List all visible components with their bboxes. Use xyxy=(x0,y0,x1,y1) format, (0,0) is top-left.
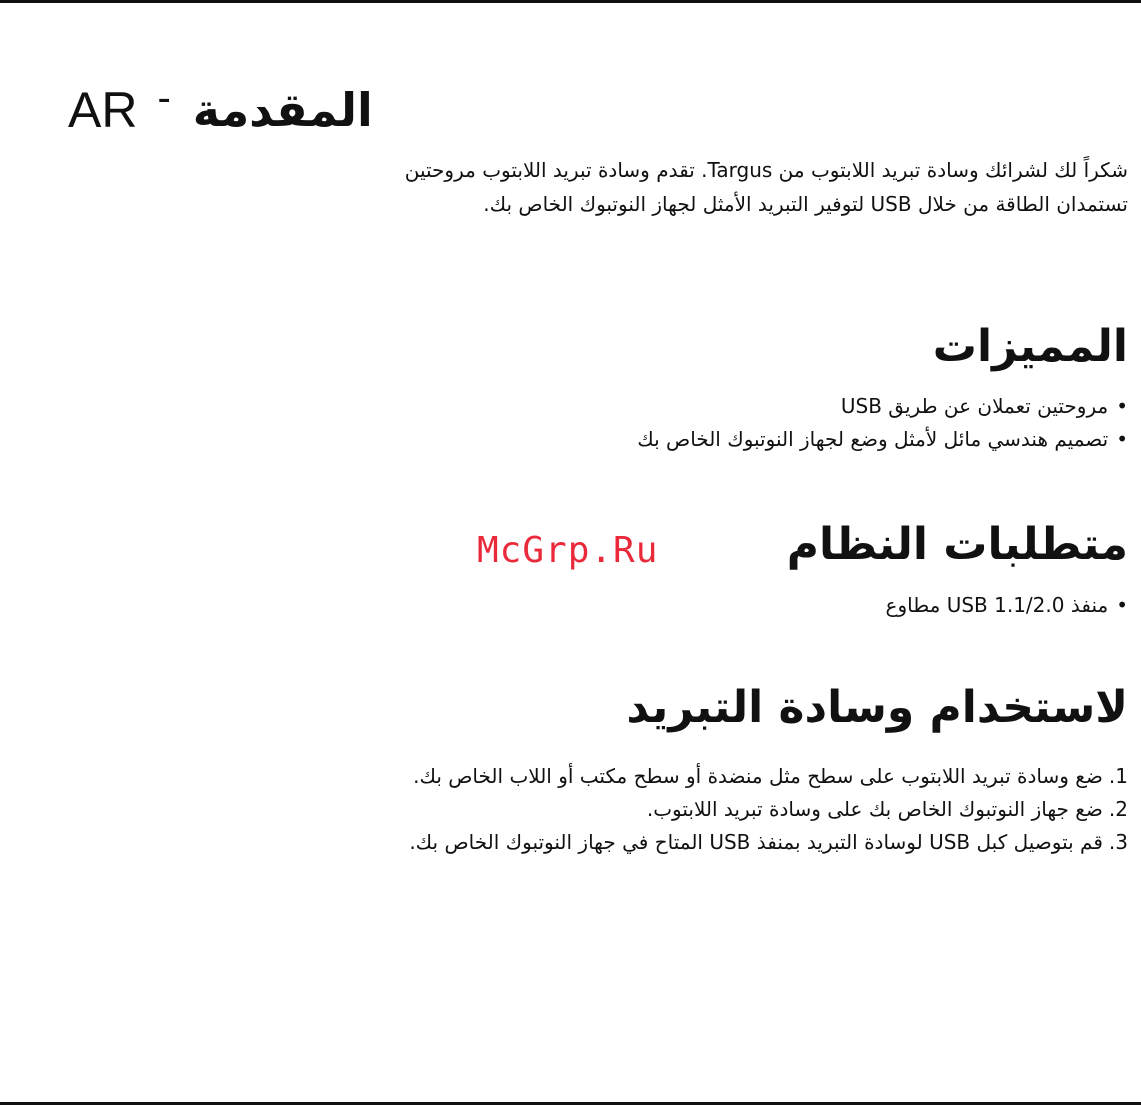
step-text: ضع وسادة تبريد اللابتوب على سطح مثل منضدة أو سطح مكتب أو اللاب الخاص بك. xyxy=(413,764,1103,788)
bullet-icon: • xyxy=(1116,427,1128,451)
list-item xyxy=(409,793,1128,826)
requirement-text: منفذ USB 1.1/2.0 مطاوع xyxy=(885,593,1109,617)
step-number: 1. xyxy=(1108,764,1128,788)
watermark-text: McGrp.Ru xyxy=(477,530,659,571)
intro-paragraph-line-2: تستمدان الطاقة من خلال USB لتوفير التبريد الأمثل لجهاز النوتبوك الخاص بك. xyxy=(483,192,1128,216)
list-item xyxy=(409,760,1128,793)
list-item xyxy=(886,589,1128,622)
usage-heading: لاستخدام وسادة التبريد xyxy=(626,682,1128,733)
features-list xyxy=(637,390,1128,456)
intro-paragraph-line-1: شكراً لك لشرائك وسادة تبريد اللابتوب من Targus. تقدم وسادة تبريد اللابتوب مروحتين xyxy=(404,158,1128,182)
feature-text: مروحتين تعملان عن طريق USB xyxy=(840,394,1109,418)
feature-text: تصميم هندسي مائل لأمثل وضع لجهاز النوتبوك الخاص بك xyxy=(637,427,1109,451)
intro-title: المقدمة xyxy=(192,83,373,137)
step-text: قم بتوصيل كبل USB لوسادة التبريد بمنفذ USB المتاح في جهاز النوتبوك الخاص بك. xyxy=(409,830,1103,854)
top-rule xyxy=(0,0,1141,3)
requirements-heading: متطلبات النظام xyxy=(786,519,1128,570)
step-number: 2. xyxy=(1108,797,1128,821)
intro-heading xyxy=(68,75,373,140)
requirements-list xyxy=(886,589,1128,622)
heading-dash: - xyxy=(157,75,171,120)
bottom-rule xyxy=(0,1102,1141,1105)
bullet-icon: • xyxy=(1116,394,1128,418)
bullet-icon: • xyxy=(1116,593,1128,617)
language-code: AR xyxy=(68,82,138,138)
list-item xyxy=(637,390,1128,423)
list-item xyxy=(409,826,1128,859)
intro-paragraph xyxy=(198,153,1128,221)
usage-steps-list xyxy=(409,760,1128,859)
list-item xyxy=(637,423,1128,456)
step-number: 3. xyxy=(1108,830,1128,854)
step-text: ضع جهاز النوتبوك الخاص بك على وسادة تبريد اللابتوب. xyxy=(646,797,1103,821)
features-heading: المميزات xyxy=(932,321,1128,372)
